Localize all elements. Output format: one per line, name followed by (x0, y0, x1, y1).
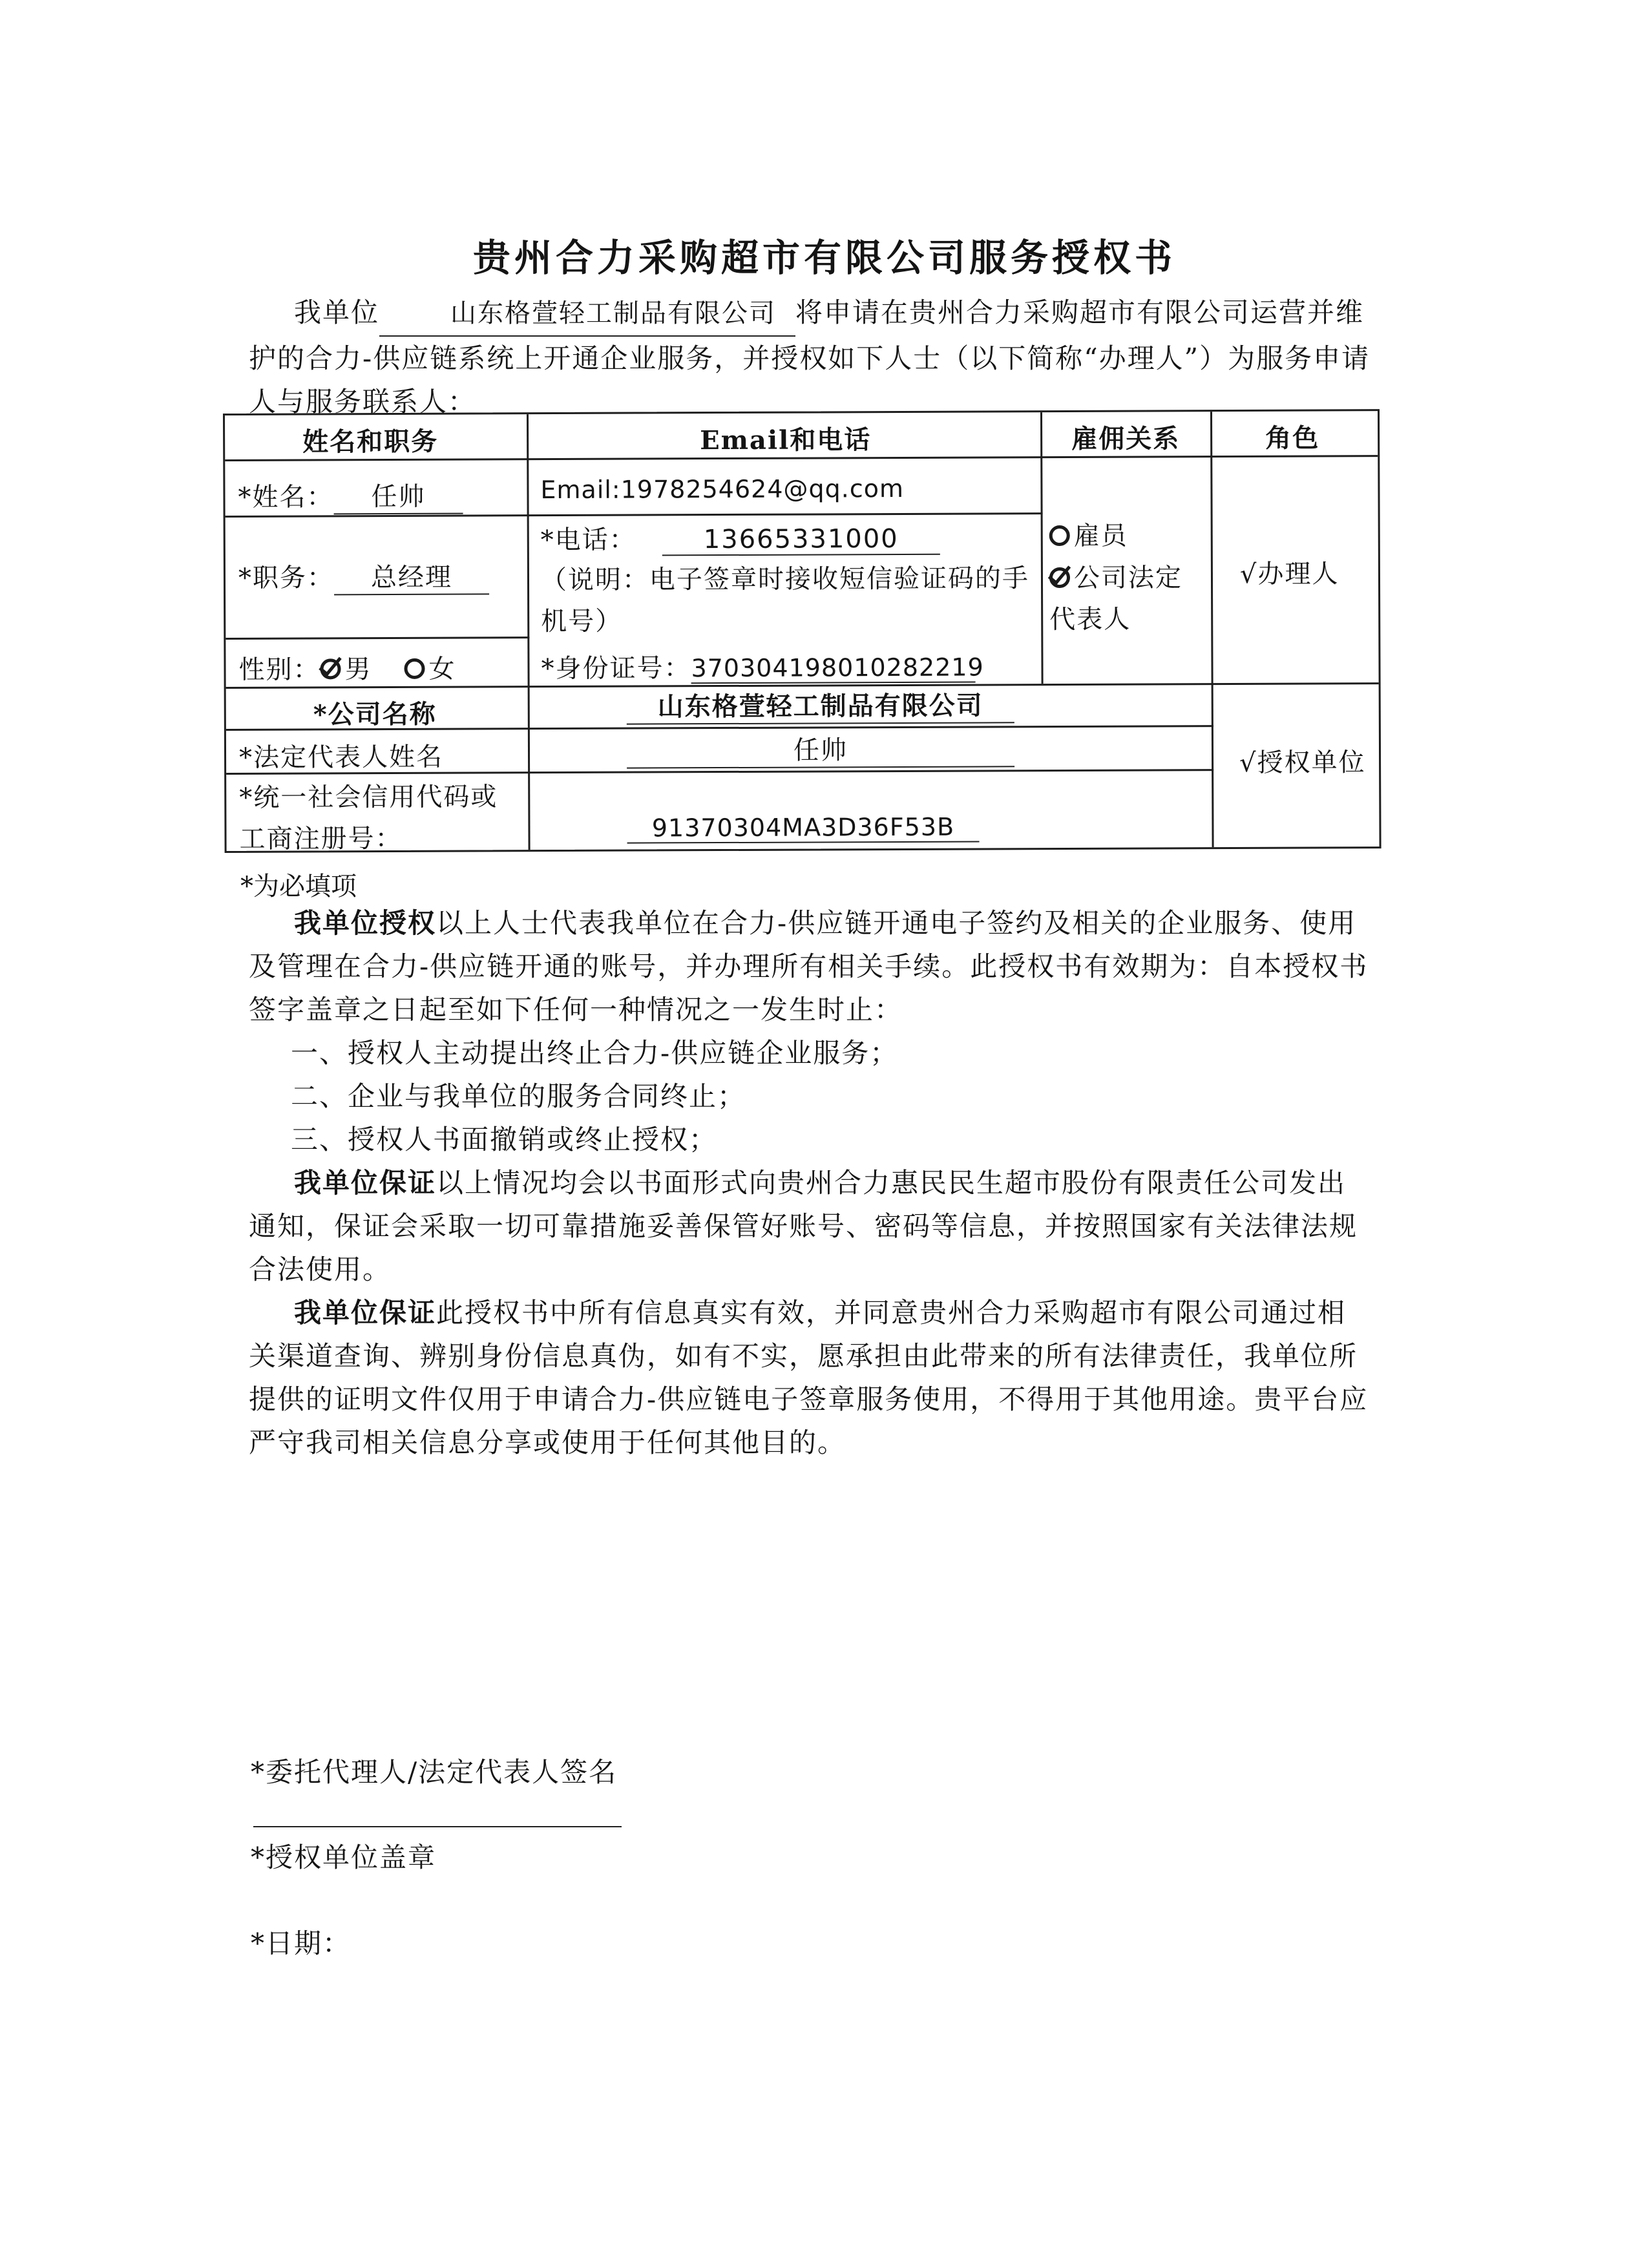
guarantee2-bold: 我单位保证 (294, 1297, 437, 1328)
authorization-lead-bold: 我单位授权 (294, 907, 437, 939)
radio-legal-rep-checked-icon[interactable] (1049, 567, 1070, 588)
document-title: 贵州合力采购超市有限公司服务授权书 (472, 236, 1176, 280)
id-field (541, 647, 984, 686)
header-role: 角色 (1265, 423, 1320, 454)
intro-prefix: 我单位 (294, 297, 380, 328)
signature-line[interactable] (253, 1826, 622, 1827)
legal-rep-value: 任帅 (627, 729, 1014, 768)
radio-female-icon[interactable] (404, 658, 425, 679)
guarantee2-text: 此授权书中所有信息真实有效，并同意贵州合力采购超市有限公司通过相关渠道查询、辨别身份信息真伪，如有不实，愿承担由此带来的所有法律责任，我单位所提供的证明文件仅用于申请合力-供应链电子签章服务使用，不得用于其他用途。贵平台应严守我司相关信息分享或使用于任何其他目的。 (249, 1297, 1369, 1458)
guarantee-paragraph-1 (249, 1161, 1373, 1291)
guarantee1-text: 以上情况均会以书面形式向贵州合力惠民民生超市股份有限责任公司发出通知，保证会采取一切可靠措施妥善保管好账号、密码等信息，并按照国家有关法律法规合法使用。 (249, 1167, 1358, 1285)
position-field (238, 556, 489, 595)
company-name-label: *公司名称 (313, 698, 437, 730)
guarantee1-bold: 我单位保证 (294, 1167, 437, 1199)
gender-male-label: 男 (344, 655, 372, 685)
role-unit: √授权单位 (1239, 748, 1366, 778)
authorization-item-1: 一、授权人主动提出终止合力-供应链企业服务； (291, 1037, 899, 1069)
name-value: 任帅 (333, 476, 463, 515)
credit-code-value: 91370304MA3D36F53B (627, 813, 979, 844)
credit-code-label: *统一社会信用代码或工商注册号： (239, 782, 498, 854)
phone-note: （说明：电子签章时接收短信验证码的手机号） (540, 563, 1030, 637)
id-value: 370304198010282219 (691, 653, 984, 683)
intro-paragraph (249, 291, 1373, 423)
radio-employee-icon[interactable] (1049, 525, 1070, 546)
company-name-value: 山东格萱轻工制品有限公司 (627, 685, 1014, 724)
position-label: *职务： (238, 563, 335, 593)
email-value: Email:1978254624@qq.com (540, 474, 905, 505)
authorization-paragraph (249, 901, 1373, 1031)
required-note: *为必填项 (240, 872, 357, 901)
name-field (238, 476, 463, 515)
date-label: *日期： (251, 1927, 352, 1959)
name-label: *姓名： (238, 482, 334, 512)
employment-legal-rep-label: 公司法定代表人 (1049, 563, 1183, 635)
radio-male-checked-icon[interactable] (320, 658, 341, 679)
authorization-lead-text: 以上人士代表我单位在合力-供应链开通电子签约及相关的企业服务、使用及管理在合力-供应链开通的账号，并办理所有相关手续。此授权书有效期为：自本授权书签字盖章之日起至如下任何一种情况之一发生时止： (249, 907, 1369, 1025)
company-name-field (627, 685, 1014, 724)
header-employment: 雇佣关系 (1071, 423, 1181, 454)
phone-label: *电话： (540, 525, 636, 556)
authorization-section (249, 901, 1373, 1464)
legal-rep-label: *法定代表人姓名 (238, 742, 444, 773)
authorization-item-2: 二、企业与我单位的服务合同终止； (291, 1080, 746, 1112)
employment-option-employee (1049, 516, 1128, 552)
header-name-title: 姓名和职务 (302, 426, 439, 457)
gender-label: 性别： (238, 655, 320, 685)
seal-label: *授权单位盖章 (251, 1842, 437, 1873)
gender-female-label: 女 (428, 654, 456, 684)
authorization-table (223, 409, 1381, 853)
legal-rep-field (627, 729, 1014, 768)
id-label: *身份证号： (541, 653, 691, 684)
gender-field (238, 649, 456, 686)
authorization-item-3: 三、授权人书面撤销或终止授权； (291, 1124, 718, 1155)
intro-company-name: 山东格萱轻工制品有限公司 (379, 292, 795, 337)
guarantee-paragraph-2 (249, 1291, 1373, 1464)
phone-field (541, 518, 940, 556)
employment-option-legal-rep (1049, 557, 1204, 640)
agent-signature-label: *委托代理人/法定代表人签名 (251, 1756, 618, 1788)
intro-suffix: 将申请在贵州合力采购超市有限公司运营并维护的合力-供应链系统上开通企业服务，并授权如下人士（以下简称“办理人”）为服务申请人与服务联系人： (249, 297, 1371, 417)
header-email-phone: Email和电话 (700, 425, 872, 456)
position-value: 总经理 (334, 556, 489, 595)
employment-employee-label: 雇员 (1073, 521, 1128, 551)
phone-value: 13665331000 (662, 524, 940, 556)
credit-code-field (627, 812, 979, 844)
role-handler: √办理人 (1239, 559, 1339, 589)
